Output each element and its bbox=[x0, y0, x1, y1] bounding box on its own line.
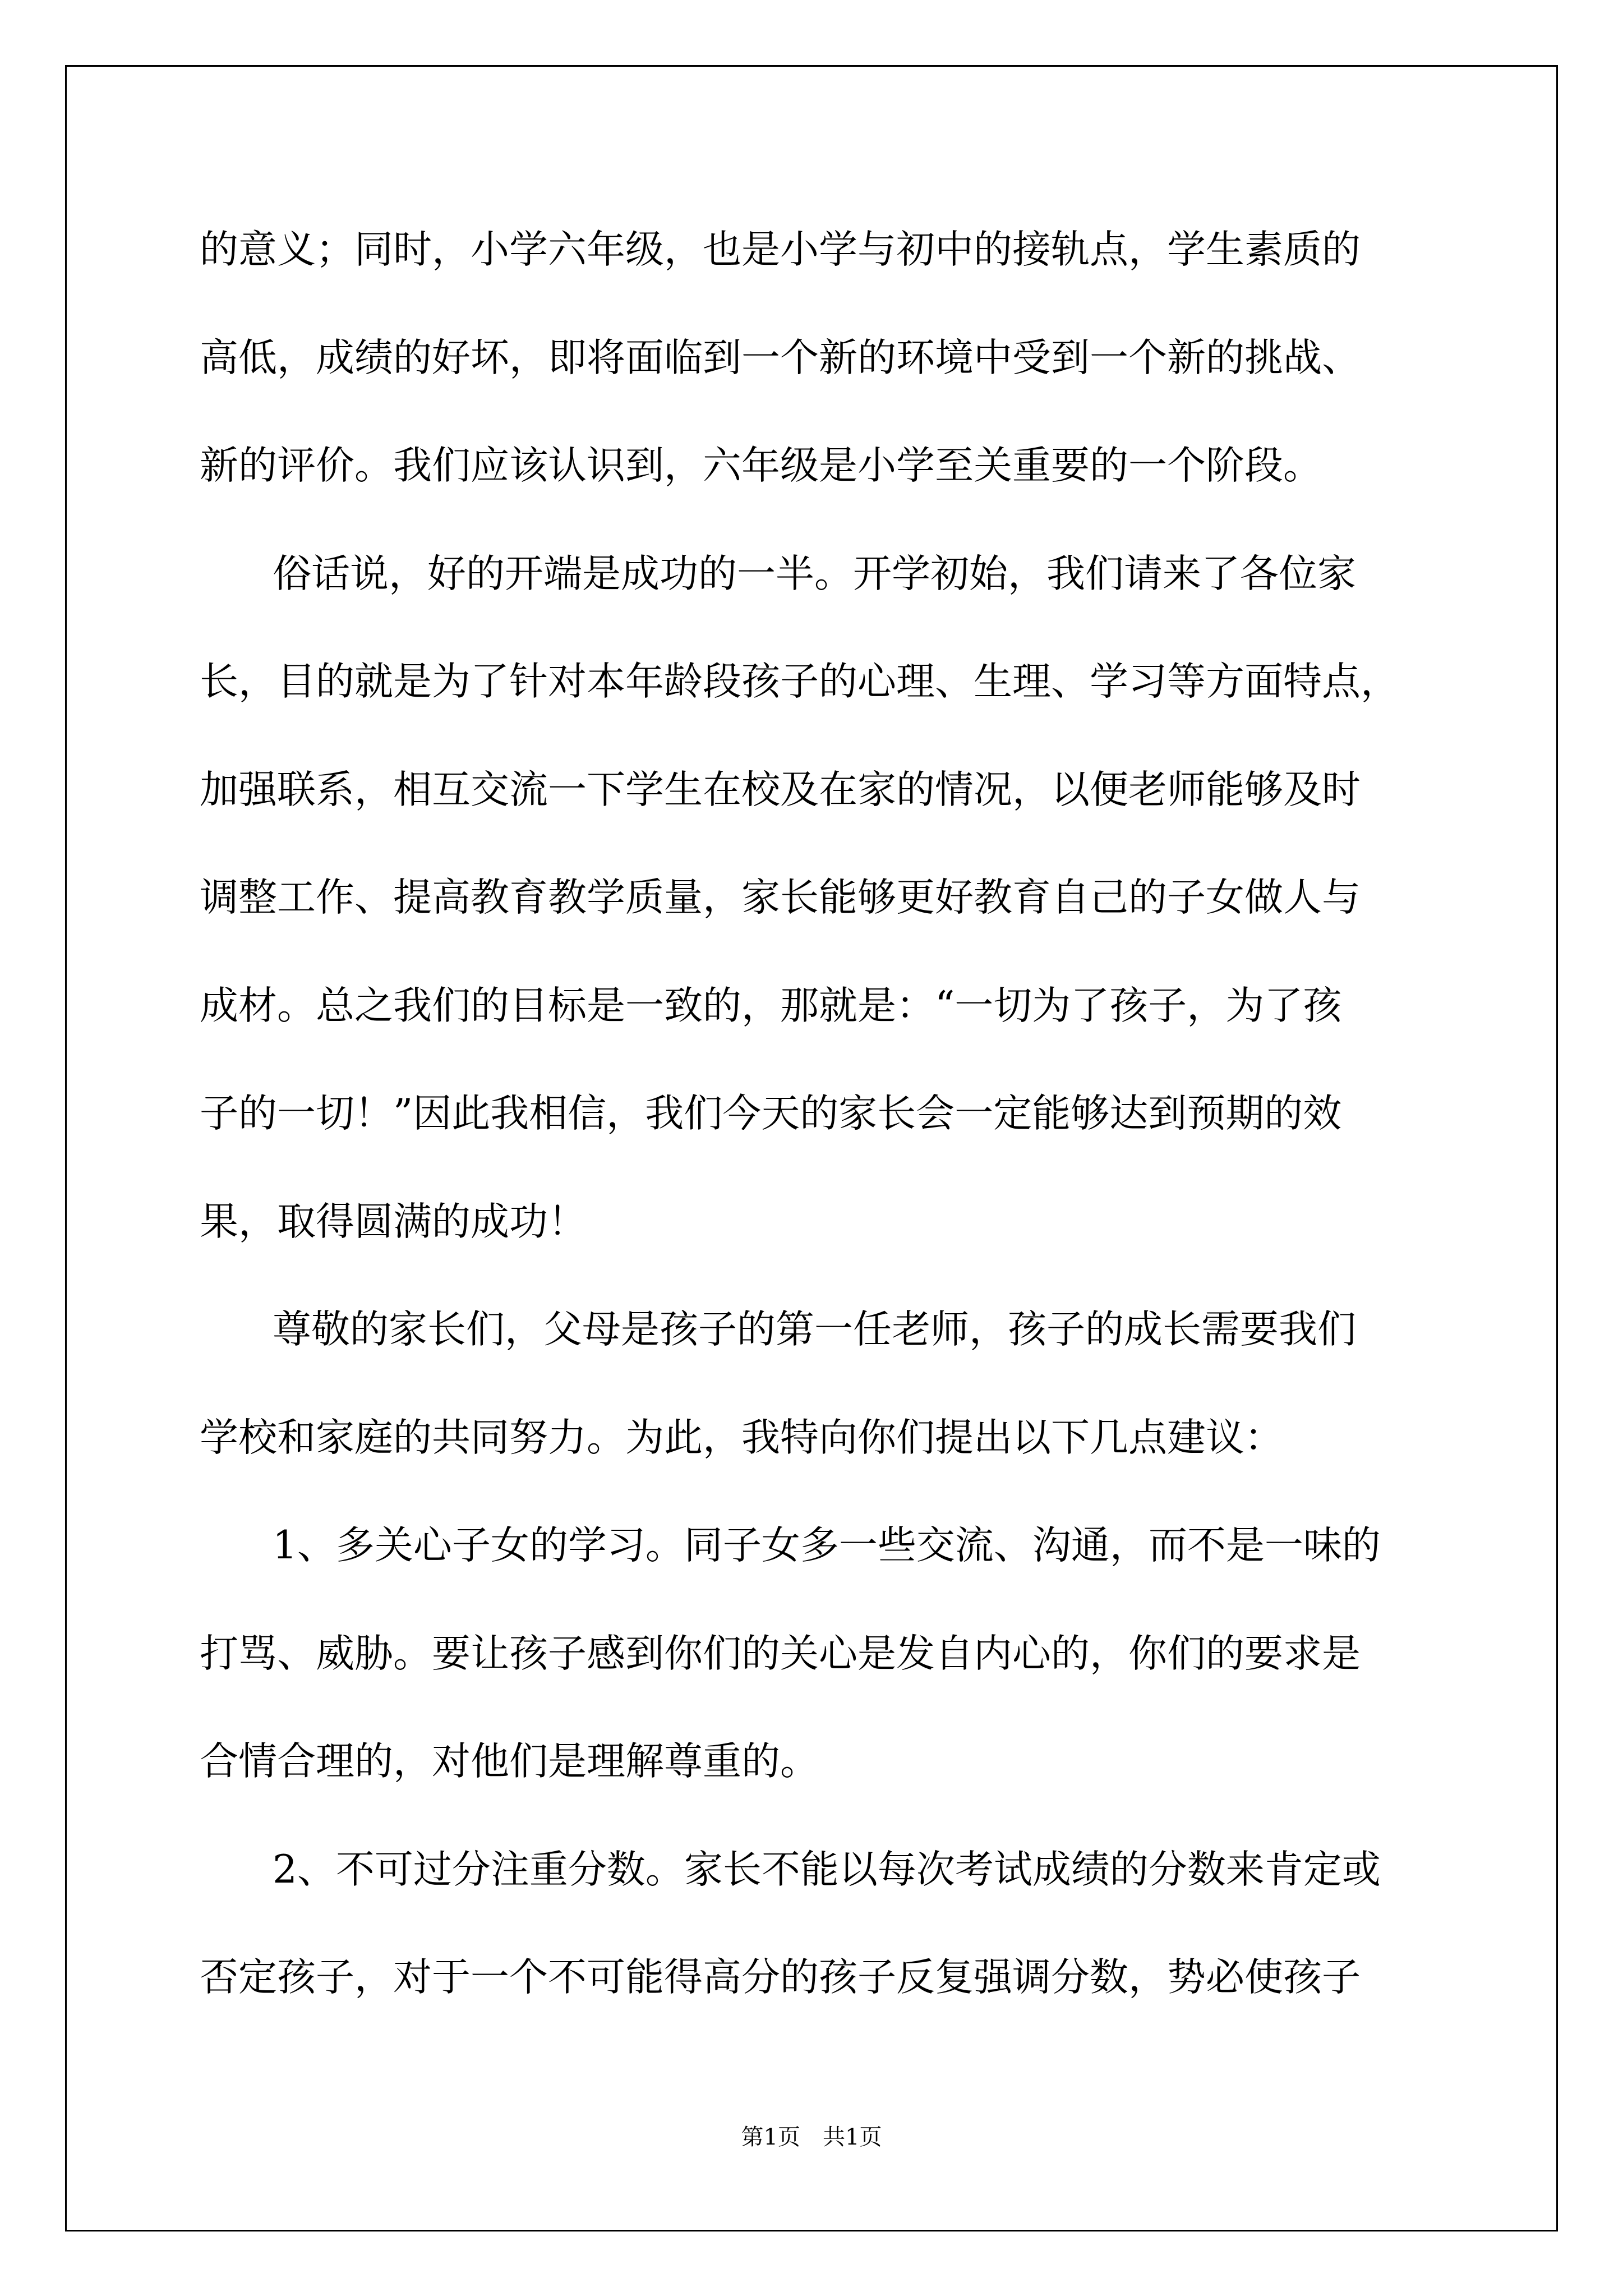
text-line: 否定孩子，对于一个不可能得高分的孩子反复强调分数，势必使孩子 bbox=[200, 1955, 1361, 2000]
paragraph-first-line: 2、不可过分注重分数。家长不能以每次考试成绩的分数来肯定或 bbox=[273, 1847, 1381, 1892]
text-line: 调整工作、提高教育教学质量，家长能够更好教育自己的子女做人与 bbox=[200, 875, 1361, 920]
text-line: 果，取得圆满的成功！ bbox=[200, 1199, 587, 1244]
text-line: 加强联系，相互交流一下学生在校及在家的情况，以便老师能够及时 bbox=[200, 767, 1361, 812]
text-line: 长，目的就是为了针对本年龄段孩子的心理、生理、学习等方面特点， bbox=[200, 659, 1399, 704]
paragraph-first-line: 俗话说，好的开端是成功的一半。开学初始，我们请来了各位家 bbox=[273, 551, 1356, 596]
text-line: 子的一切！”因此我相信，我们今天的家长会一定能够达到预期的效 bbox=[200, 1091, 1342, 1136]
text-line: 打骂、威胁。要让孩子感到你们的关心是发自内心的，你们的要求是 bbox=[200, 1631, 1361, 1676]
text-line: 高低，成绩的好坏，即将面临到一个新的环境中受到一个新的挑战、 bbox=[200, 335, 1361, 380]
text-line: 新的评价。我们应该认识到，六年级是小学至关重要的一个阶段。 bbox=[200, 443, 1322, 488]
paragraph-first-line: 尊敬的家长们，父母是孩子的第一任老师，孩子的成长需要我们 bbox=[273, 1307, 1356, 1352]
page-number-footer: 第1页 共1页 bbox=[741, 2124, 882, 2150]
text-line: 学校和家庭的共同努力。为此，我特向你们提出以下几点建议： bbox=[200, 1415, 1283, 1460]
text-line: 的意义；同时，小学六年级，也是小学与初中的接轨点，学生素质的 bbox=[200, 227, 1361, 272]
text-line: 成材。总之我们的目标是一致的，那就是：“一切为了孩子，为了孩 bbox=[200, 983, 1342, 1028]
text-line: 合情合理的，对他们是理解尊重的。 bbox=[200, 1739, 819, 1784]
paragraph-first-line: 1、多关心子女的学习。同子女多一些交流、沟通，而不是一味的 bbox=[273, 1523, 1381, 1568]
